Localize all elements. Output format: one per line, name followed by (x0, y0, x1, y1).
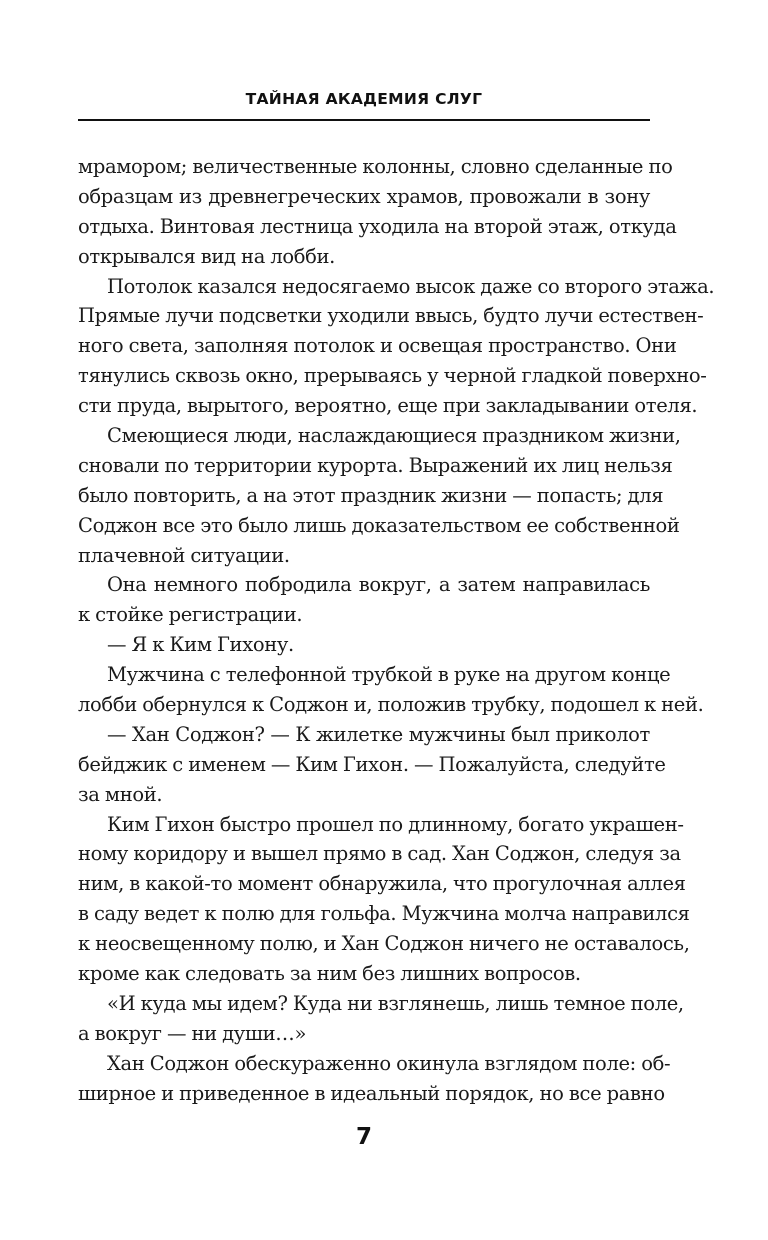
text-line: Соджон все это было лишь доказательством ее собственной (78, 513, 680, 537)
text-line: — Я к Ким Гихону. (107, 633, 294, 657)
text-line: Хан Соджон обескураженно окинула взглядом поле: об- (107, 1051, 671, 1075)
text-line: открывался вид на лобби. (78, 244, 336, 268)
text-line: тянулись сквозь окно, прерываясь у черной гладкой поверхно- (78, 364, 707, 388)
text-line: Мужчина с телефонной трубкой в руке на другом конце (107, 663, 671, 687)
text-line: Прямые лучи подсветки уходили ввысь, будто лучи естествен- (78, 304, 704, 328)
text-line: сновали по территории курорта. Выражений их лиц нельзя (78, 453, 673, 477)
text-line: мрамором; величественные колонны, словно сделанные по (78, 155, 673, 178)
text-line: Потолок казался недосягаемо высок даже со второго этажа. (107, 274, 715, 298)
text-line: лобби обернулся к Соджон и, положив трубку, подошел к ней. (78, 693, 704, 717)
text-line: плачевной ситуации. (78, 543, 290, 567)
text-line: ного света, заполняя потолок и освещая пространство. Они (78, 334, 677, 358)
text-line: — Хан Соджон? — К жилетке мужчины был приколот (107, 722, 650, 746)
text-line: было повторить, а на этот праздник жизни — попасть; для (78, 483, 664, 507)
text-line: «И куда мы идем? Куда ни взглянешь, лишь темное поле, (107, 991, 684, 1015)
text-line: сти пруда, вырытого, вероятно, еще при закладывании отеля. (78, 394, 698, 418)
text-line: ним, в какой-то момент обнаружила, что прогулочная аллея (78, 872, 686, 896)
text-line: к неосвещенному полю, и Хан Соджон ничего не оставалось, (78, 932, 690, 956)
body-text (78, 152, 715, 1109)
text-line: а вокруг — ни души…» (78, 1021, 307, 1045)
text-line: Смеющиеся люди, наслаждающиеся праздником жизни, (107, 424, 681, 448)
text-line: бейджик с именем — Ким Гихон. — Пожалуйста, следуйте (78, 752, 666, 776)
text-line: к стойке регистрации. (78, 603, 303, 627)
text-line: отдыха. Винтовая лестница уходила на второй этаж, откуда (78, 214, 677, 238)
text-line: образцам из древнегреческих храмов, провожали в зону (78, 184, 650, 208)
text-line: кроме как следовать за ним без лишних вопросов. (78, 962, 581, 986)
header-rule (78, 119, 650, 121)
text-line: ширное и приведенное в идеальный порядок, но все равно (78, 1081, 665, 1105)
page-number: 7 (355, 1124, 372, 1150)
text-line: Она немного побродила вокруг, а затем направилась (107, 573, 650, 597)
text-line: в саду ведет к полю для гольфа. Мужчина молча направился (78, 902, 690, 926)
text-line: за мной. (78, 782, 163, 806)
text-line: Ким Гихон быстро прошел по длинному, богато украшен- (107, 812, 684, 836)
running-head: ТАЙНАЯ АКАДЕМИЯ СЛУГ (245, 90, 483, 108)
text-line: ному коридору и вышел прямо в сад. Хан Соджон, следуя за (78, 842, 681, 866)
